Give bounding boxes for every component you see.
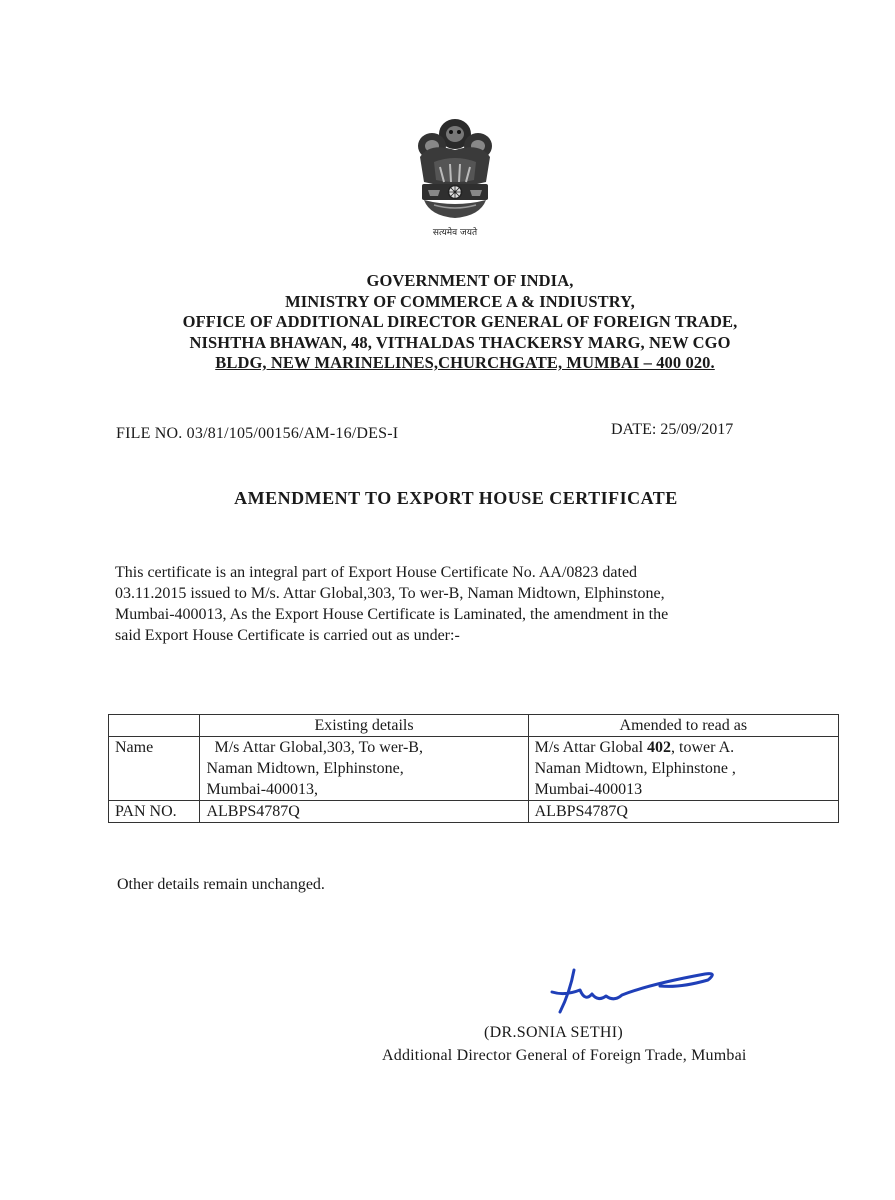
table-row: [109, 737, 839, 801]
amended-name-cell: [528, 737, 838, 801]
existing-line: Mumbai-400013,: [206, 781, 319, 798]
amended-line: Mumbai-400013: [534, 781, 643, 798]
amended-pan-cell: ALBPS4787Q: [528, 801, 838, 823]
header-line-2: MINISTRY OF COMMERCE A & INDIUSTRY,: [285, 291, 635, 311]
amended-bold: 402: [647, 739, 672, 756]
header-line-1: GOVERNMENT OF INDIA,: [366, 271, 574, 290]
state-emblem: [405, 112, 505, 250]
amendment-table: [108, 714, 839, 823]
amended-suffix: , tower A.: [671, 739, 735, 756]
row-field-name: Name: [109, 737, 200, 801]
amended-line: [535, 737, 832, 758]
existing-pan-cell: ALBPS4787Q: [200, 801, 528, 823]
file-number: FILE NO. 03/81/105/00156/AM-16/DES-I: [116, 425, 399, 442]
paragraph-line-4: said Export House Certificate is carried out as under:-: [115, 627, 460, 644]
closing-note: Other details remain unchanged.: [117, 876, 325, 893]
document-date: DATE: 25/09/2017: [611, 421, 734, 438]
office-header: [110, 271, 810, 374]
table-header-row: [109, 715, 839, 737]
emblem-motto: सत्यमेव जयते: [432, 228, 478, 238]
handwritten-signature: [530, 962, 730, 1022]
table-header-existing: Existing details: [200, 715, 528, 737]
existing-line: M/s Attar Global,303, To wer-B,: [214, 739, 423, 756]
amended-line: Naman Midtown, Elphinstone ,: [534, 760, 736, 777]
document-title: AMENDMENT TO EXPORT HOUSE CERTIFICATE: [234, 488, 678, 508]
existing-name-cell: [200, 737, 528, 801]
signatory-title: Additional Director General of Foreign Trade, Mumbai: [382, 1047, 747, 1064]
row-field-pan: PAN NO.: [109, 801, 200, 823]
header-line-5: BLDG, NEW MARINELINES,CHURCHGATE, MUMBAI – 400 020.: [215, 353, 715, 372]
paragraph-line-2: 03.11.2015 issued to M/s. Attar Global,303, To wer-B, Naman Midtown, Elphinstone,: [115, 585, 665, 602]
lion-capital-icon: [410, 112, 500, 224]
paragraph-line-1: This certificate is an integral part of Export House Certificate No. AA/0823 dated: [115, 564, 638, 581]
table-row: [109, 801, 839, 823]
table-header-amended: Amended to read as: [528, 715, 838, 737]
paragraph-line-3: Mumbai-400013, As the Export House Certificate is Laminated, the amendment in the: [115, 606, 669, 623]
header-line-4: NISHTHA BHAWAN, 48, VITHALDAS THACKERSY MARG, NEW CGO: [189, 332, 731, 352]
table-header-blank: [109, 715, 200, 737]
body-paragraph: [115, 562, 803, 646]
signatory-name: (DR.SONIA SETHI): [484, 1024, 624, 1041]
amended-prefix: M/s Attar Global: [534, 739, 648, 756]
existing-line: Naman Midtown, Elphinstone,: [206, 760, 404, 777]
header-line-3: OFFICE OF ADDITIONAL DIRECTOR GENERAL OF FOREIGN TRADE,: [182, 312, 738, 331]
